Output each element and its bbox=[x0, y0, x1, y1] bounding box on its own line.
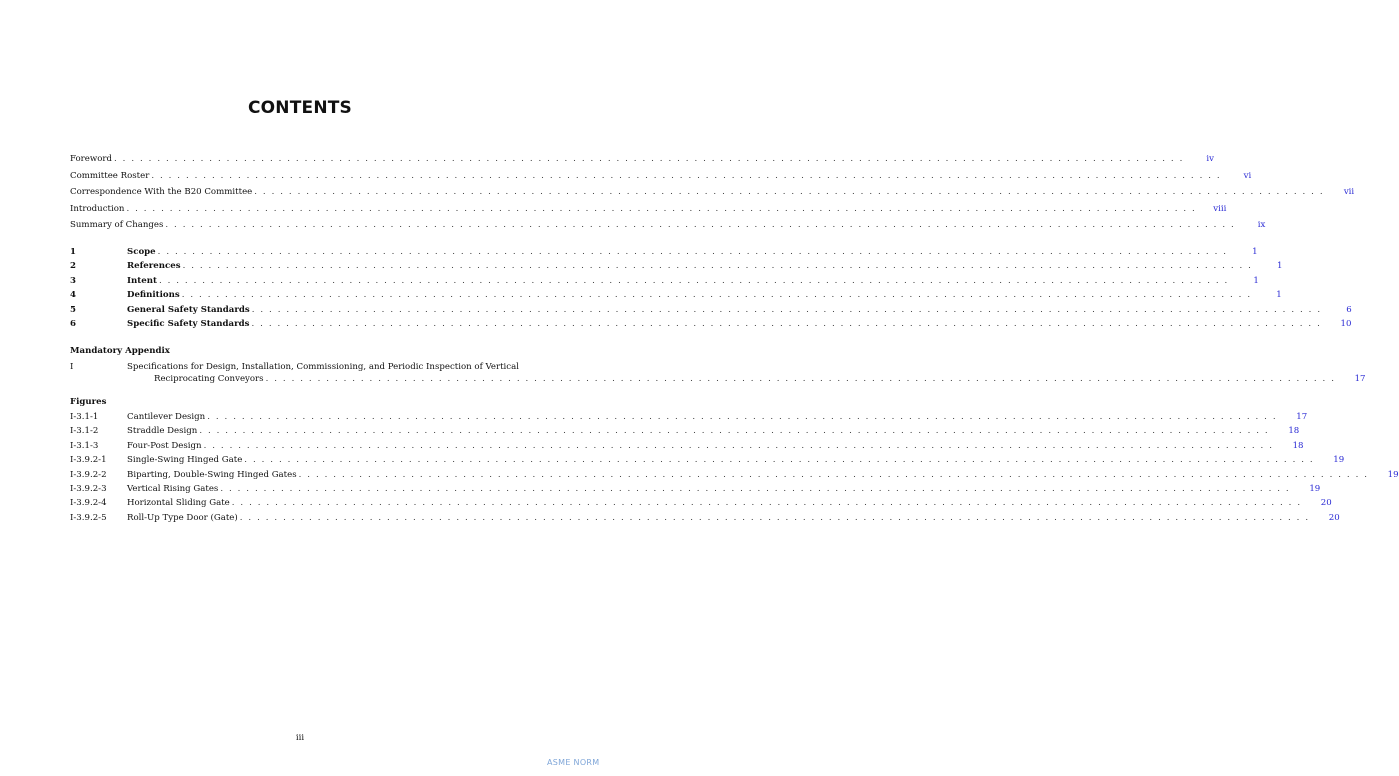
leader-dots bbox=[182, 290, 1252, 300]
leader-dots bbox=[220, 484, 1290, 494]
leader-dots bbox=[183, 261, 1253, 271]
toc-page-link[interactable]: viii bbox=[1213, 203, 1227, 214]
toc-entry-correspondence[interactable] bbox=[70, 187, 1355, 204]
toc-entry-figure[interactable] bbox=[70, 426, 1300, 440]
page-number: iii bbox=[295, 733, 305, 743]
figure-number: I-3.1-2 bbox=[70, 426, 99, 437]
toc-page-link[interactable]: 1 bbox=[1277, 261, 1283, 272]
toc-page-link[interactable]: 19 bbox=[1309, 483, 1321, 494]
figure-number: I-3.9.2-4 bbox=[70, 498, 107, 509]
toc-entry-section[interactable] bbox=[70, 275, 1259, 290]
watermark-logo: ASME NORM bbox=[547, 758, 600, 767]
toc-entry-section[interactable] bbox=[70, 318, 1352, 333]
toc-entry-text: Intent bbox=[127, 275, 157, 286]
toc-entry-figure[interactable] bbox=[70, 483, 1321, 498]
section-number: 6 bbox=[70, 318, 76, 329]
toc-entry-figure[interactable] bbox=[70, 498, 1332, 512]
toc-entry-summary-of-changes[interactable] bbox=[70, 220, 1266, 237]
page-title: CONTENTS bbox=[247, 98, 353, 118]
toc-page-link[interactable]: 1 bbox=[1252, 247, 1258, 257]
toc-entry-appendix[interactable] bbox=[70, 362, 1366, 388]
figure-number: I-3.9.2-2 bbox=[70, 469, 107, 480]
toc-entry-committee-roster[interactable] bbox=[70, 170, 1252, 188]
toc-entry-text: Committee Roster bbox=[70, 170, 150, 181]
leader-dots bbox=[158, 247, 1228, 257]
toc-entry-text: Horizontal Sliding Gate bbox=[127, 498, 230, 509]
appendix-section bbox=[70, 346, 1366, 388]
leader-dots bbox=[254, 187, 1324, 197]
toc-entry-section[interactable] bbox=[70, 290, 1282, 304]
toc-entry-section[interactable] bbox=[70, 304, 1352, 319]
toc-page-link[interactable]: 1 bbox=[1276, 290, 1282, 301]
leader-dots bbox=[165, 220, 1235, 230]
sections-list bbox=[70, 247, 1352, 333]
toc-entry-text: Summary of Changes bbox=[70, 220, 164, 231]
leader-dots bbox=[244, 455, 1314, 465]
leader-dots bbox=[299, 470, 1369, 480]
toc-page-link[interactable]: 19 bbox=[1387, 469, 1399, 480]
leader-dots bbox=[266, 374, 1336, 384]
section-number: 2 bbox=[70, 261, 76, 272]
leader-dots bbox=[199, 426, 1269, 436]
toc-entry-figure[interactable] bbox=[70, 440, 1304, 455]
toc-page-link[interactable]: vii bbox=[1343, 187, 1355, 198]
toc-page-link[interactable]: 17 bbox=[1354, 373, 1366, 384]
leader-dots bbox=[232, 498, 1302, 508]
leader-dots bbox=[252, 305, 1322, 315]
figures-heading: Figures bbox=[70, 397, 107, 407]
appendix-number: I bbox=[70, 362, 74, 372]
toc-entry-text: Foreword bbox=[70, 154, 112, 164]
leader-dots bbox=[151, 171, 1221, 181]
leader-dots bbox=[159, 276, 1229, 286]
toc-entry-text: Introduction bbox=[70, 203, 125, 214]
leader-dots bbox=[240, 513, 1310, 523]
toc-entry-text: Four-Post Design bbox=[127, 440, 202, 451]
figure-number: I-3.9.2-5 bbox=[70, 512, 107, 523]
toc-entry-text: Cantilever Design bbox=[127, 412, 206, 422]
figure-number: I-3.9.2-1 bbox=[70, 455, 107, 466]
toc-entry-foreword[interactable] bbox=[70, 154, 1214, 171]
toc-entry-text: Biparting, Double-Swing Hinged Gates bbox=[127, 469, 297, 480]
toc-page-link[interactable]: ix bbox=[1257, 220, 1266, 231]
toc-page-link[interactable]: iv bbox=[1206, 154, 1214, 164]
toc-entry-introduction[interactable] bbox=[70, 203, 1227, 221]
toc-page-link[interactable]: 1 bbox=[1253, 275, 1259, 286]
toc-entry-section[interactable] bbox=[70, 261, 1283, 275]
front-matter-list bbox=[70, 154, 1355, 237]
toc-page-link[interactable]: 10 bbox=[1340, 318, 1352, 329]
toc-entry-figure[interactable] bbox=[70, 455, 1345, 469]
toc-entry-text: Specific Safety Standards bbox=[127, 318, 250, 329]
toc-entry-text: Single-Swing Hinged Gate bbox=[127, 455, 243, 466]
toc-page-link[interactable]: 19 bbox=[1333, 455, 1345, 466]
section-number: 3 bbox=[70, 275, 76, 286]
toc-entry-text: Scope bbox=[127, 247, 156, 257]
toc-entry-section[interactable] bbox=[70, 247, 1258, 261]
toc-page-link[interactable]: 6 bbox=[1346, 304, 1352, 315]
leader-dots bbox=[204, 441, 1274, 451]
toc-entry-text: General Safety Standards bbox=[127, 304, 250, 315]
appendix-title-line-2: Reciprocating Conveyors bbox=[154, 373, 264, 384]
section-number: 5 bbox=[70, 304, 76, 315]
toc-page-link[interactable]: 20 bbox=[1328, 512, 1340, 523]
leader-dots bbox=[252, 319, 1322, 329]
figure-number: I-3.1-3 bbox=[70, 440, 99, 451]
toc-entry-figure[interactable] bbox=[70, 469, 1399, 484]
leader-dots bbox=[207, 412, 1277, 422]
section-number: 4 bbox=[70, 290, 76, 301]
toc-page-link[interactable]: 18 bbox=[1292, 440, 1304, 451]
toc-page-link[interactable]: vi bbox=[1243, 170, 1252, 181]
leader-dots bbox=[126, 204, 1196, 214]
toc-entry-text: Roll-Up Type Door (Gate) bbox=[127, 512, 238, 523]
toc-entry-text: Vertical Rising Gates bbox=[127, 483, 219, 494]
toc-entry-text: References bbox=[127, 261, 181, 272]
leader-dots bbox=[114, 154, 1184, 164]
section-number: 1 bbox=[70, 247, 76, 257]
toc-entry-figure[interactable] bbox=[70, 512, 1340, 527]
appendix-heading: Mandatory Appendix bbox=[70, 346, 170, 356]
figure-number: I-3.9.2-3 bbox=[70, 483, 107, 494]
toc-entry-figure[interactable] bbox=[70, 412, 1308, 426]
toc-page-link[interactable]: 20 bbox=[1320, 498, 1332, 509]
figure-number: I-3.1-1 bbox=[70, 412, 99, 422]
toc-page-link[interactable]: 18 bbox=[1288, 426, 1300, 437]
toc-entry-text: Correspondence With the B20 Committee bbox=[70, 187, 253, 198]
toc-entry-text: Definitions bbox=[127, 290, 180, 301]
appendix-title-line-1: Specifications for Design, Installation, Commissioning, and Periodic Inspection of Vertical bbox=[127, 362, 519, 372]
toc-entry-text: Straddle Design bbox=[127, 426, 198, 437]
figures-section bbox=[70, 397, 1399, 527]
toc-page-link[interactable]: 17 bbox=[1296, 412, 1308, 422]
